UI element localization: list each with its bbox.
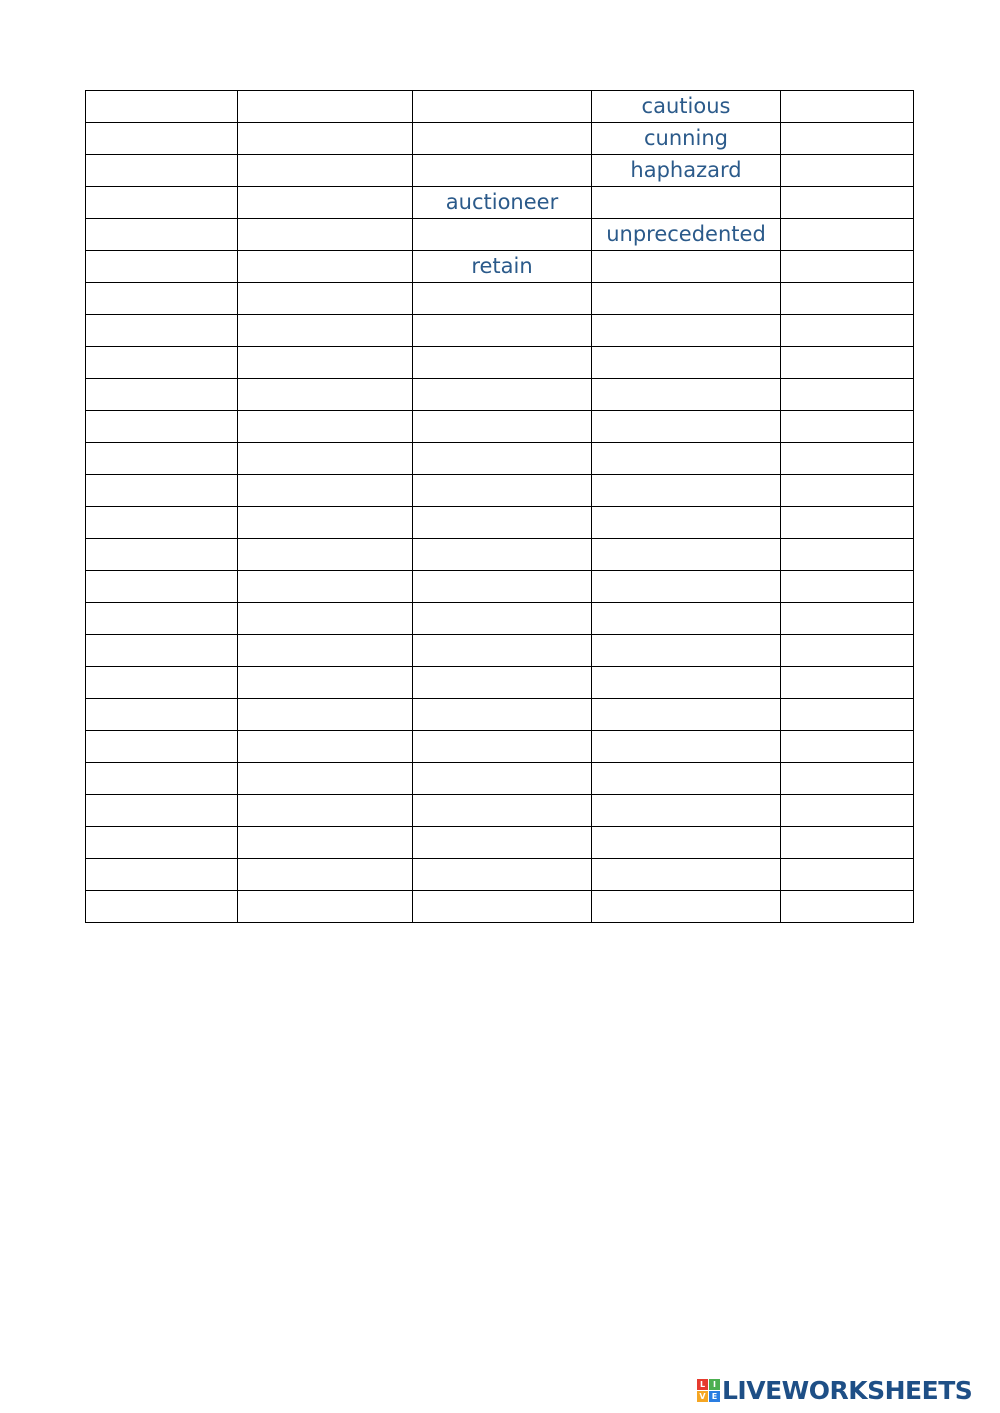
blank-cell[interactable] [781, 123, 914, 155]
blank-cell[interactable] [238, 603, 413, 635]
blank-cell[interactable] [238, 571, 413, 603]
blank-cell[interactable] [413, 795, 592, 827]
blank-cell[interactable] [86, 571, 238, 603]
word-cell: auctioneer [413, 187, 592, 219]
blank-cell[interactable] [238, 347, 413, 379]
blank-cell[interactable] [86, 763, 238, 795]
table-row [86, 347, 914, 379]
blank-cell[interactable] [592, 283, 781, 315]
blank-cell[interactable] [238, 539, 413, 571]
blank-cell[interactable] [781, 219, 914, 251]
blank-cell[interactable] [413, 699, 592, 731]
blank-cell[interactable] [781, 699, 914, 731]
blank-cell[interactable] [86, 891, 238, 923]
blank-cell[interactable] [238, 411, 413, 443]
blank-cell[interactable] [238, 827, 413, 859]
blank-cell[interactable] [781, 475, 914, 507]
blank-cell[interactable] [592, 891, 781, 923]
blank-cell[interactable] [238, 123, 413, 155]
blank-cell[interactable] [238, 475, 413, 507]
blank-cell[interactable] [238, 315, 413, 347]
blank-cell[interactable] [238, 699, 413, 731]
table-row [86, 91, 914, 123]
logo-mark-letter: I [709, 1379, 720, 1390]
logo-mark-letter: V [697, 1391, 708, 1402]
blank-cell[interactable] [238, 443, 413, 475]
blank-cell[interactable] [413, 571, 592, 603]
blank-cell[interactable] [413, 155, 592, 187]
blank-cell[interactable] [413, 539, 592, 571]
blank-cell[interactable] [413, 603, 592, 635]
table-body [86, 91, 914, 923]
table-row [86, 667, 914, 699]
blank-cell[interactable] [86, 827, 238, 859]
blank-cell[interactable] [86, 635, 238, 667]
blank-cell[interactable] [238, 283, 413, 315]
table-row [86, 539, 914, 571]
blank-cell[interactable] [781, 155, 914, 187]
table-row [86, 219, 914, 251]
blank-cell[interactable] [86, 251, 238, 283]
blank-cell[interactable] [592, 539, 781, 571]
table-row [86, 891, 914, 923]
table-row [86, 475, 914, 507]
blank-cell[interactable] [413, 667, 592, 699]
blank-cell[interactable] [238, 635, 413, 667]
blank-cell[interactable] [781, 283, 914, 315]
blank-cell[interactable] [592, 411, 781, 443]
blank-cell[interactable] [86, 155, 238, 187]
blank-cell[interactable] [413, 379, 592, 411]
blank-cell[interactable] [592, 859, 781, 891]
table-row [86, 187, 914, 219]
blank-cell[interactable] [413, 827, 592, 859]
table-row [86, 603, 914, 635]
blank-cell[interactable] [781, 667, 914, 699]
blank-cell[interactable] [413, 731, 592, 763]
blank-cell[interactable] [592, 763, 781, 795]
blank-cell[interactable] [238, 795, 413, 827]
blank-cell[interactable] [592, 603, 781, 635]
table-row [86, 315, 914, 347]
blank-cell[interactable] [238, 251, 413, 283]
blank-cell[interactable] [238, 891, 413, 923]
blank-cell[interactable] [781, 443, 914, 475]
blank-cell[interactable] [86, 859, 238, 891]
blank-cell[interactable] [781, 827, 914, 859]
table-row [86, 443, 914, 475]
blank-cell[interactable] [781, 731, 914, 763]
table-row [86, 507, 914, 539]
blank-cell[interactable] [781, 795, 914, 827]
blank-cell[interactable] [86, 411, 238, 443]
word-cell: unprecedented [592, 219, 781, 251]
blank-cell[interactable] [413, 123, 592, 155]
blank-cell[interactable] [413, 635, 592, 667]
blank-cell[interactable] [781, 891, 914, 923]
blank-cell[interactable] [86, 603, 238, 635]
blank-cell[interactable] [238, 219, 413, 251]
blank-cell[interactable] [238, 379, 413, 411]
blank-cell[interactable] [781, 507, 914, 539]
blank-cell[interactable] [86, 123, 238, 155]
blank-cell[interactable] [86, 507, 238, 539]
logo-mark-letter: E [709, 1391, 720, 1402]
logo-mark-icon [697, 1379, 720, 1402]
logo-mark-letter: L [697, 1379, 708, 1390]
word-cell: cautious [592, 91, 781, 123]
blank-cell[interactable] [781, 635, 914, 667]
blank-cell[interactable] [781, 379, 914, 411]
table-row [86, 635, 914, 667]
blank-cell[interactable] [238, 507, 413, 539]
blank-cell[interactable] [86, 475, 238, 507]
blank-cell[interactable] [413, 763, 592, 795]
blank-cell[interactable] [592, 315, 781, 347]
blank-cell[interactable] [781, 187, 914, 219]
word-cell: cunning [592, 123, 781, 155]
blank-cell[interactable] [592, 827, 781, 859]
blank-cell[interactable] [781, 91, 914, 123]
blank-cell[interactable] [86, 91, 238, 123]
table-row [86, 859, 914, 891]
table-row [86, 251, 914, 283]
blank-cell[interactable] [781, 859, 914, 891]
blank-cell[interactable] [781, 347, 914, 379]
blank-cell[interactable] [86, 187, 238, 219]
blank-cell[interactable] [592, 347, 781, 379]
blank-cell[interactable] [238, 763, 413, 795]
blank-cell[interactable] [592, 443, 781, 475]
blank-cell[interactable] [86, 219, 238, 251]
blank-cell[interactable] [781, 571, 914, 603]
blank-cell[interactable] [86, 699, 238, 731]
table-row [86, 795, 914, 827]
blank-cell[interactable] [86, 667, 238, 699]
table-row [86, 731, 914, 763]
blank-cell[interactable] [86, 379, 238, 411]
blank-cell[interactable] [413, 443, 592, 475]
table-row [86, 763, 914, 795]
table-row [86, 283, 914, 315]
table-row [86, 571, 914, 603]
blank-cell[interactable] [592, 379, 781, 411]
blank-cell[interactable] [592, 571, 781, 603]
blank-cell[interactable] [238, 91, 413, 123]
blank-cell[interactable] [238, 859, 413, 891]
blank-cell[interactable] [781, 603, 914, 635]
blank-cell[interactable] [413, 283, 592, 315]
blank-cell[interactable] [238, 667, 413, 699]
table-row [86, 123, 914, 155]
table-row [86, 155, 914, 187]
blank-cell[interactable] [781, 763, 914, 795]
blank-cell[interactable] [86, 539, 238, 571]
blank-cell[interactable] [86, 283, 238, 315]
blank-cell[interactable] [413, 91, 592, 123]
table-row [86, 699, 914, 731]
worksheet-table [85, 90, 914, 923]
blank-cell[interactable] [592, 187, 781, 219]
blank-cell[interactable] [413, 315, 592, 347]
blank-cell[interactable] [592, 795, 781, 827]
blank-cell[interactable] [86, 443, 238, 475]
blank-cell[interactable] [592, 667, 781, 699]
word-cell: haphazard [592, 155, 781, 187]
blank-cell[interactable] [86, 315, 238, 347]
blank-cell[interactable] [413, 347, 592, 379]
liveworksheets-logo [697, 1376, 972, 1405]
blank-cell[interactable] [781, 315, 914, 347]
blank-cell[interactable] [592, 507, 781, 539]
blank-cell[interactable] [592, 731, 781, 763]
blank-cell[interactable] [238, 155, 413, 187]
blank-cell[interactable] [592, 699, 781, 731]
table-row [86, 379, 914, 411]
blank-cell[interactable] [592, 475, 781, 507]
blank-cell[interactable] [413, 859, 592, 891]
table-row [86, 827, 914, 859]
blank-cell[interactable] [86, 347, 238, 379]
blank-cell[interactable] [781, 251, 914, 283]
blank-cell[interactable] [592, 635, 781, 667]
blank-cell[interactable] [781, 411, 914, 443]
blank-cell[interactable] [238, 731, 413, 763]
blank-cell[interactable] [413, 411, 592, 443]
blank-cell[interactable] [413, 507, 592, 539]
blank-cell[interactable] [413, 891, 592, 923]
blank-cell[interactable] [413, 475, 592, 507]
logo-text: LIVEWORKSHEETS [722, 1376, 973, 1405]
blank-cell[interactable] [238, 187, 413, 219]
word-cell: retain [413, 251, 592, 283]
table-row [86, 411, 914, 443]
blank-cell[interactable] [592, 251, 781, 283]
blank-cell[interactable] [781, 539, 914, 571]
blank-cell[interactable] [413, 219, 592, 251]
blank-cell[interactable] [86, 795, 238, 827]
blank-cell[interactable] [86, 731, 238, 763]
